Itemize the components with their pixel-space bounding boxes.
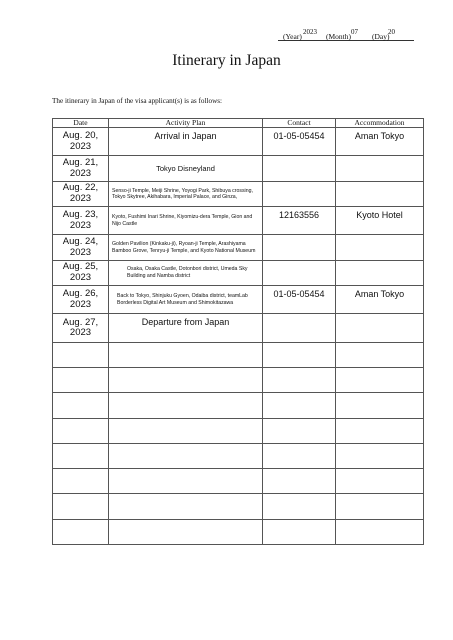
table-row bbox=[53, 128, 424, 156]
activity-cell: Golden Pavilion (Kinkaku-ji), Ryoan-ji Temple, Arashiyama Bamboo Grove, Tenryu-ji Temple, and Kyoto National Museum bbox=[109, 235, 263, 260]
empty-cell bbox=[53, 469, 109, 494]
column-header-accommodation: Accommodation bbox=[336, 119, 424, 128]
empty-cell bbox=[53, 393, 109, 418]
empty-cell bbox=[263, 418, 336, 443]
empty-row bbox=[53, 368, 424, 393]
empty-cell bbox=[263, 393, 336, 418]
column-header-contact: Contact bbox=[263, 119, 336, 128]
empty-cell bbox=[53, 443, 109, 468]
activity-cell: Departure from Japan bbox=[109, 314, 263, 342]
date-cell: Aug. 21, 2023 bbox=[53, 156, 109, 181]
intro-text: The itinerary in Japan of the visa applicant(s) is as follows: bbox=[52, 97, 223, 105]
empty-row bbox=[53, 342, 424, 367]
empty-cell bbox=[336, 443, 424, 468]
date-cell: Aug. 22, 2023 bbox=[53, 181, 109, 206]
contact-cell bbox=[263, 156, 336, 181]
date-cell: Aug. 27, 2023 bbox=[53, 314, 109, 342]
accommodation-cell: Kyoto Hotel bbox=[336, 206, 424, 234]
activity-cell: Arrival in Japan bbox=[109, 128, 263, 156]
accommodation-cell: Aman Tokyo bbox=[336, 128, 424, 156]
column-header-activity: Activity Plan bbox=[109, 119, 263, 128]
year-label: (Year) bbox=[283, 32, 302, 41]
empty-cell bbox=[263, 469, 336, 494]
empty-row bbox=[53, 494, 424, 519]
empty-cell bbox=[263, 368, 336, 393]
empty-cell bbox=[336, 393, 424, 418]
empty-cell bbox=[109, 494, 263, 519]
empty-cell bbox=[263, 342, 336, 367]
empty-row bbox=[53, 393, 424, 418]
empty-cell bbox=[53, 418, 109, 443]
empty-cell bbox=[336, 342, 424, 367]
activity-cell: Senso-ji Temple, Meiji Shrine, Yoyogi Park, Shibuya crossing, Tokyo Skytree, Akihabara, Imperial Palace, and Ginza, bbox=[109, 181, 263, 206]
empty-cell bbox=[109, 393, 263, 418]
date-cell: Aug. 24, 2023 bbox=[53, 235, 109, 260]
date-cell: Aug. 20, 2023 bbox=[53, 128, 109, 156]
accommodation-cell bbox=[336, 314, 424, 342]
contact-cell: 01-05-05454 bbox=[263, 128, 336, 156]
month-value: 07 bbox=[351, 28, 358, 36]
month-label: (Month) bbox=[326, 32, 351, 41]
empty-cell bbox=[263, 494, 336, 519]
contact-cell bbox=[263, 235, 336, 260]
empty-cell bbox=[263, 519, 336, 544]
empty-cell bbox=[336, 494, 424, 519]
day-label: (Day) bbox=[372, 32, 390, 41]
table-row bbox=[53, 314, 424, 342]
activity-cell: Tokyo Disneyland bbox=[109, 156, 263, 181]
empty-row bbox=[53, 418, 424, 443]
column-header-date: Date bbox=[53, 119, 109, 128]
empty-cell bbox=[109, 443, 263, 468]
table-row bbox=[53, 156, 424, 181]
empty-cell bbox=[109, 342, 263, 367]
year-value: 2023 bbox=[303, 28, 317, 36]
contact-cell bbox=[263, 260, 336, 285]
empty-cell bbox=[336, 519, 424, 544]
table-row bbox=[53, 260, 424, 285]
day-value: 20 bbox=[388, 28, 395, 36]
date-cell: Aug. 23, 2023 bbox=[53, 206, 109, 234]
table-row bbox=[53, 235, 424, 260]
empty-cell bbox=[53, 494, 109, 519]
empty-cell bbox=[53, 519, 109, 544]
accommodation-cell bbox=[336, 260, 424, 285]
accommodation-cell bbox=[336, 235, 424, 260]
empty-cell bbox=[336, 469, 424, 494]
empty-cell bbox=[53, 342, 109, 367]
empty-cell bbox=[109, 368, 263, 393]
empty-cell bbox=[53, 368, 109, 393]
empty-cell bbox=[336, 368, 424, 393]
table-row bbox=[53, 206, 424, 234]
activity-cell: Osaka, Osaka Castle, Dotonbori district, Umeda Sky Building and Namba district bbox=[109, 260, 263, 285]
page-title: Itinerary in Japan bbox=[172, 52, 281, 69]
activity-cell: Kyoto, Fushimi Inari Shrine, Kiyomizu-dera Temple, Gion and Nijo Castle bbox=[109, 206, 263, 234]
empty-row bbox=[53, 469, 424, 494]
accommodation-cell bbox=[336, 156, 424, 181]
date-cell: Aug. 26, 2023 bbox=[53, 285, 109, 313]
table-row bbox=[53, 285, 424, 313]
contact-cell bbox=[263, 181, 336, 206]
empty-cell bbox=[263, 443, 336, 468]
contact-cell: 12163556 bbox=[263, 206, 336, 234]
activity-cell: Back to Tokyo, Shinjuku Gyoen, Odaiba district, teamLab Borderless Digital Art Museum and Shimokitazawa bbox=[109, 285, 263, 313]
contact-cell bbox=[263, 314, 336, 342]
date-cell: Aug. 25, 2023 bbox=[53, 260, 109, 285]
table-header-row bbox=[53, 119, 424, 128]
contact-cell: 01-05-05454 bbox=[263, 285, 336, 313]
empty-row bbox=[53, 519, 424, 544]
accommodation-cell: Aman Tokyo bbox=[336, 285, 424, 313]
empty-cell bbox=[109, 519, 263, 544]
table-row bbox=[53, 181, 424, 206]
itinerary-table bbox=[52, 118, 424, 545]
empty-cell bbox=[109, 469, 263, 494]
empty-cell bbox=[109, 418, 263, 443]
accommodation-cell bbox=[336, 181, 424, 206]
date-line bbox=[278, 28, 414, 41]
empty-cell bbox=[336, 418, 424, 443]
empty-row bbox=[53, 443, 424, 468]
